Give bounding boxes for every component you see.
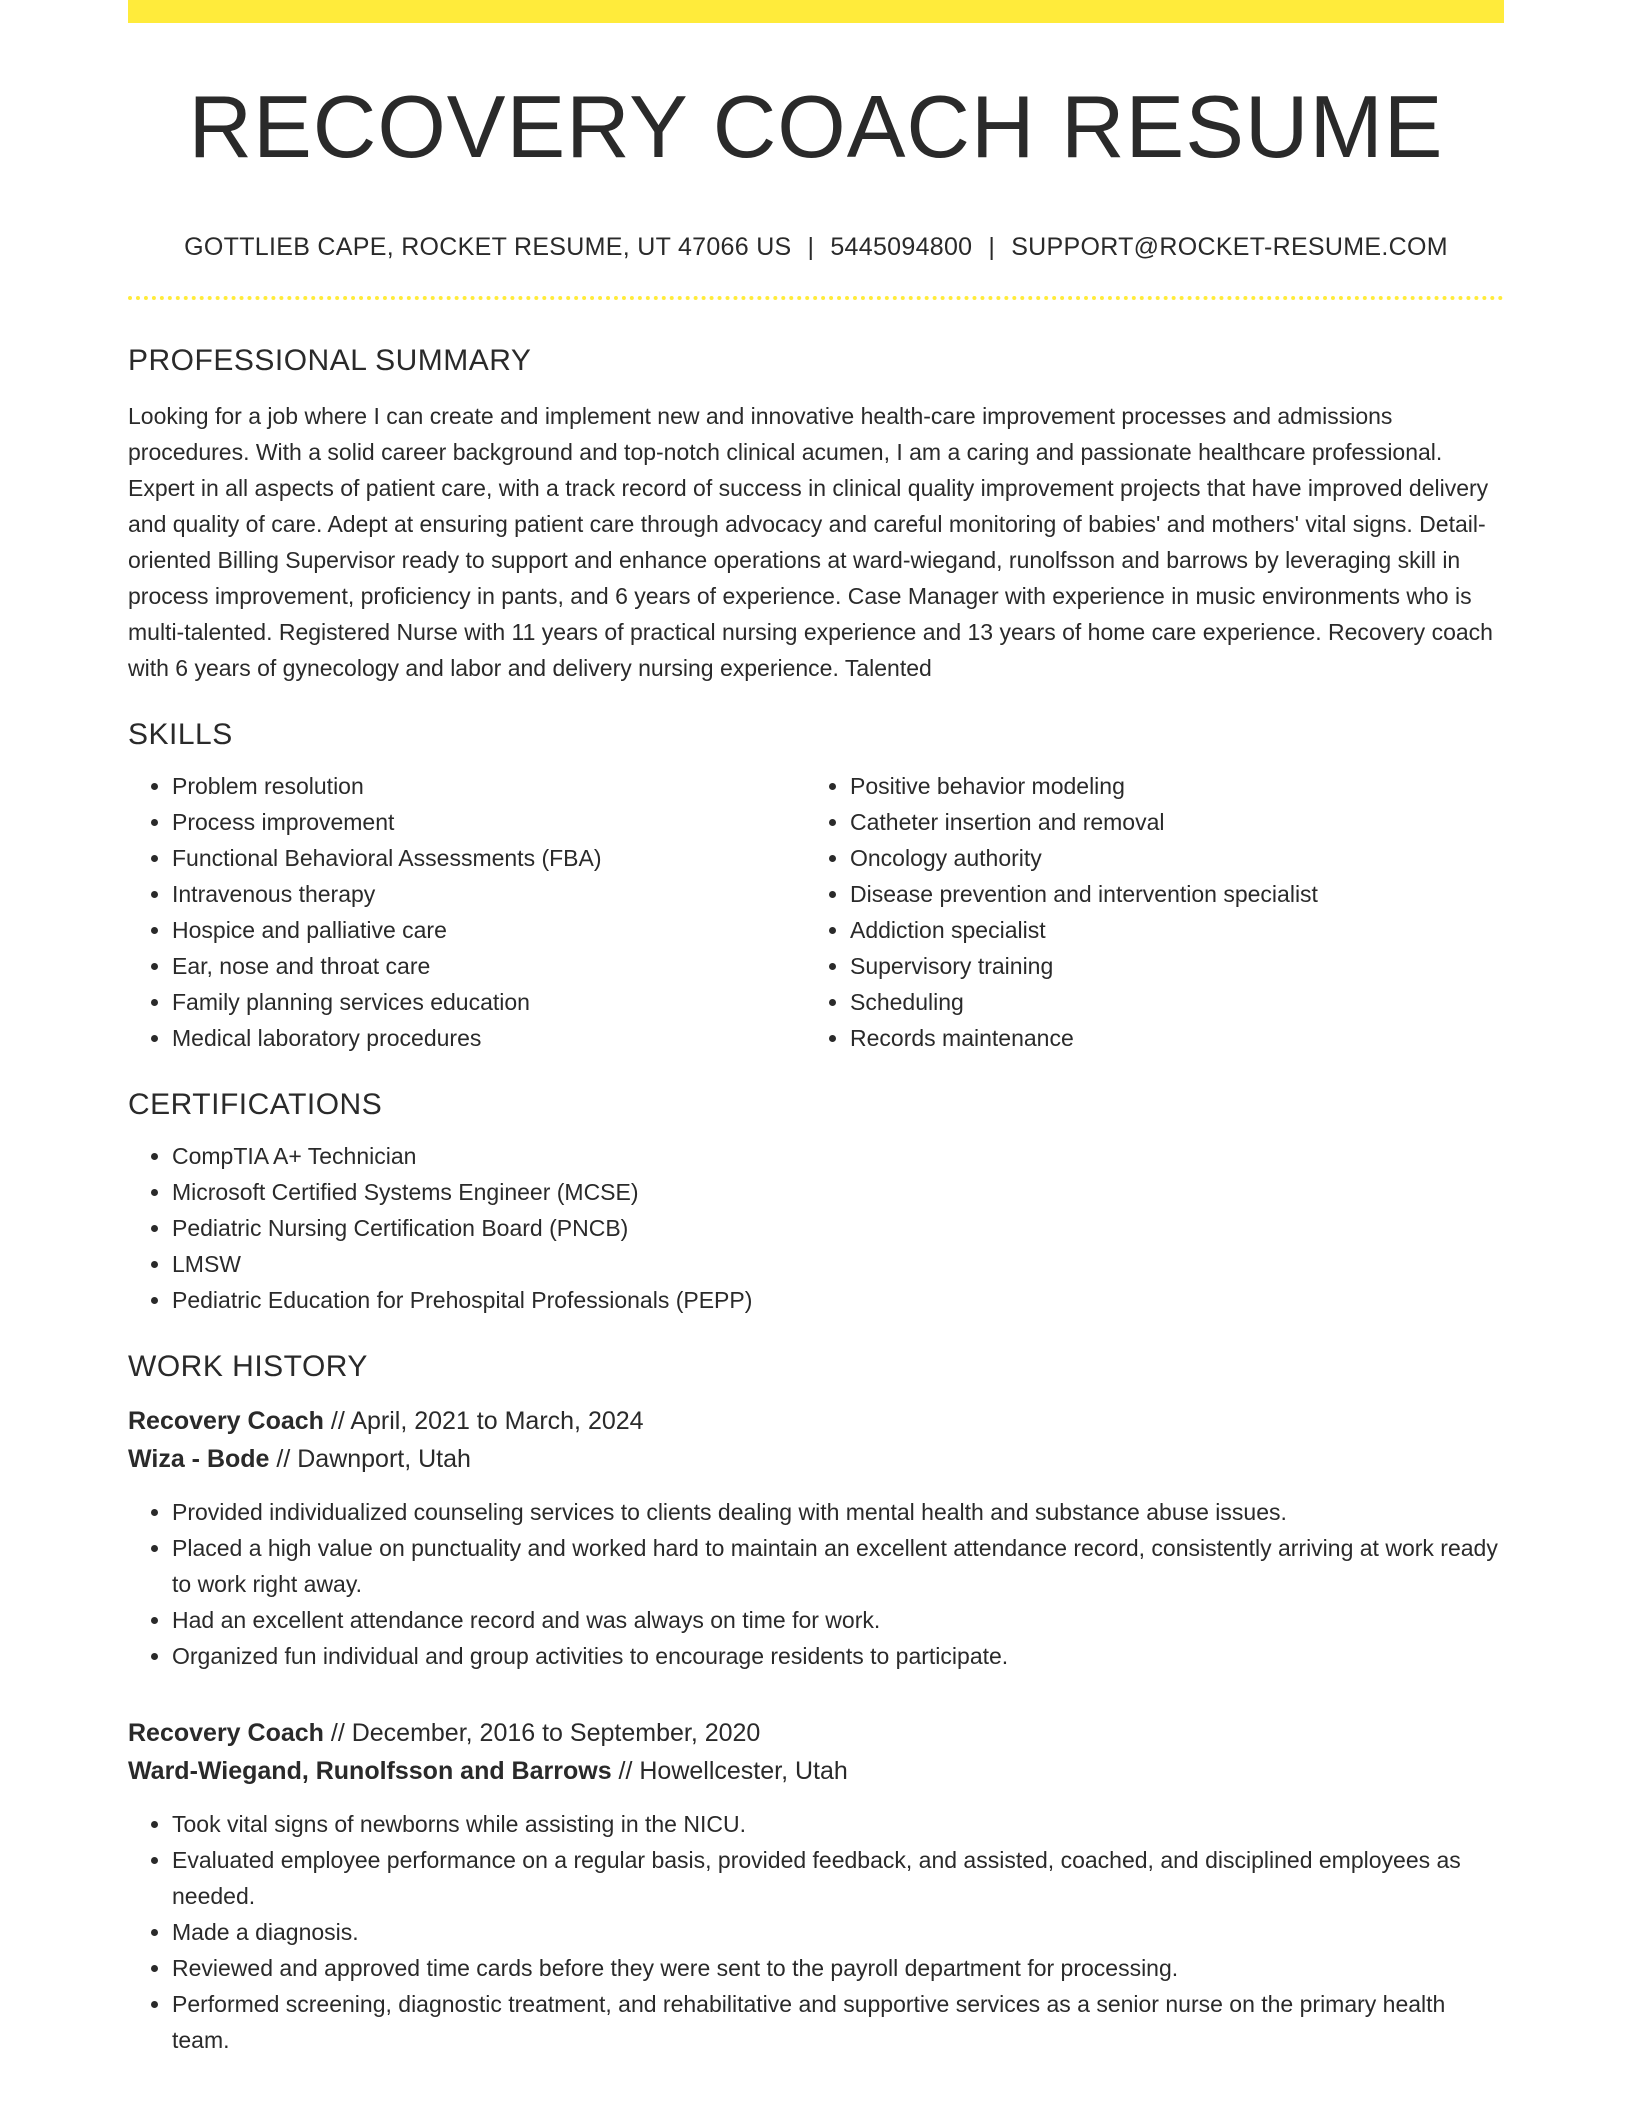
job-title: Recovery Coach <box>128 1719 324 1747</box>
job-title: Recovery Coach <box>128 1407 324 1435</box>
skill-item: • Positive behavior modeling <box>850 768 1484 804</box>
skill-item: • Supervisory training <box>850 948 1484 984</box>
skills-column-right <box>806 768 1484 1056</box>
job-company-line <box>128 1752 1504 1790</box>
job-dates: // December, 2016 to September, 2020 <box>323 1719 761 1747</box>
skills-column-left <box>128 768 806 1056</box>
skills-list-right <box>806 768 1484 1056</box>
skill-item: • Scheduling <box>850 984 1484 1020</box>
job-bullet: • Organized fun individual and group activities to encourage residents to participate. <box>172 1638 1504 1674</box>
job-bullet: • Made a diagnosis. <box>172 1914 1504 1950</box>
job-bullet: • Reviewed and approved time cards before they were sent to the payroll department for processing. <box>172 1950 1504 1986</box>
job-title-line <box>128 1402 1504 1440</box>
job-bullet-list <box>128 1806 1504 2058</box>
job-location: // Dawnport, Utah <box>269 1445 471 1473</box>
job-dates: // April, 2021 to March, 2024 <box>323 1407 644 1435</box>
contact-separator: | <box>988 233 996 261</box>
summary-heading: PROFESSIONAL SUMMARY <box>128 344 532 377</box>
accent-top-bar <box>128 0 1504 23</box>
job-bullet-list <box>128 1494 1504 1674</box>
job-bullet: • Performed screening, diagnostic treatment, and rehabilitative and supportive services as a senior nurse on the primary health team. <box>172 1986 1504 2058</box>
skill-item: • Functional Behavioral Assessments (FBA) <box>172 840 806 876</box>
job-bullet: • Had an excellent attendance record and was always on time for work. <box>172 1602 1504 1638</box>
skill-item: • Addiction specialist <box>850 912 1484 948</box>
skill-item: • Hospice and palliative care <box>172 912 806 948</box>
dotted-divider <box>128 296 1504 300</box>
skill-item: • Family planning services education <box>172 984 806 1020</box>
skills-list-left <box>128 768 806 1056</box>
job-entry <box>128 1402 1504 1674</box>
job-company-line <box>128 1440 1504 1478</box>
skill-item: • Problem resolution <box>172 768 806 804</box>
summary-text: Looking for a job where I can create and implement new and innovative health-care improvement processes and admissions procedures. With a solid career background and top-notch clinical acumen, I am a caring and passionate healthcare professional. Expert in all aspects of patient care, with a track record of success in clinical quality improvement projects that have improved delivery and quality of care. Adept at ensuring patient care through advocacy and careful monitoring of babies' and mothers' vital signs. Detail-oriented Billing Supervisor ready to support and enhance operations at ward-wiegand, runolfsson and barrows by leveraging skill in process improvement, proficiency in pants, and 6 years of experience. Case Manager with experience in music environments who is multi-talented. Registered Nurse with 11 years of practical nursing experience and 13 years of home care experience. Recovery coach with 6 years of gynecology and labor and delivery nursing experience. Talented <box>128 403 1493 681</box>
work-history-heading: WORK HISTORY <box>128 1350 368 1383</box>
skills-columns <box>128 768 1504 1056</box>
certification-item: • LMSW <box>172 1246 1504 1282</box>
contact-phone: 5445094800 <box>830 233 973 261</box>
skill-item: • Process improvement <box>172 804 806 840</box>
certification-item: • Microsoft Certified Systems Engineer (MCSE) <box>172 1174 1504 1210</box>
job-bullet: • Provided individualized counseling services to clients dealing with mental health and substance abuse issues. <box>172 1494 1504 1530</box>
contact-address: GOTTLIEB CAPE, ROCKET RESUME, UT 47066 US <box>184 233 792 261</box>
job-bullet: • Took vital signs of newborns while assisting in the NICU. <box>172 1806 1504 1842</box>
skill-item: • Records maintenance <box>850 1020 1484 1056</box>
contact-line <box>128 233 1504 262</box>
certifications-list <box>128 1138 1504 1318</box>
job-title-line <box>128 1714 1504 1752</box>
job-bullet: • Evaluated employee performance on a regular basis, provided feedback, and assisted, coached, and disciplined employees as needed. <box>172 1842 1504 1914</box>
skill-item: • Disease prevention and intervention specialist <box>850 876 1484 912</box>
contact-separator: | <box>807 233 815 261</box>
skills-heading: SKILLS <box>128 718 233 751</box>
job-company: Ward-Wiegand, Runolfsson and Barrows <box>128 1757 612 1785</box>
certification-item: • Pediatric Education for Prehospital Professionals (PEPP) <box>172 1282 1504 1318</box>
certifications-heading: CERTIFICATIONS <box>128 1088 383 1121</box>
skill-item: • Intravenous therapy <box>172 876 806 912</box>
contact-email: SUPPORT@ROCKET-RESUME.COM <box>1011 233 1448 261</box>
resume-title: RECOVERY COACH RESUME <box>188 77 1444 176</box>
certification-item: • CompTIA A+ Technician <box>172 1138 1504 1174</box>
job-company: Wiza - Bode <box>128 1445 270 1473</box>
skill-item: • Medical laboratory procedures <box>172 1020 806 1056</box>
resume-page <box>128 0 1504 2058</box>
skill-item: • Catheter insertion and removal <box>850 804 1484 840</box>
certification-item: • Pediatric Nursing Certification Board (PNCB) <box>172 1210 1504 1246</box>
job-entry <box>128 1714 1504 2058</box>
skill-item: • Oncology authority <box>850 840 1484 876</box>
skill-item: • Ear, nose and throat care <box>172 948 806 984</box>
job-location: // Howellcester, Utah <box>611 1757 848 1785</box>
job-bullet: • Placed a high value on punctuality and worked hard to maintain an excellent attendance record, consistently arriving at work ready to work right away. <box>172 1530 1504 1602</box>
